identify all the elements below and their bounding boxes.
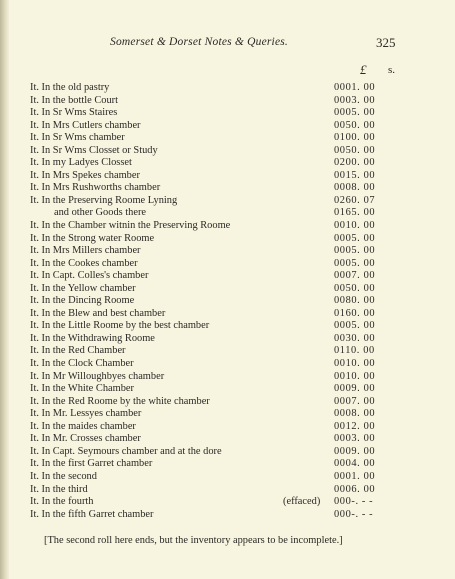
- shillings-column-heading: s.: [388, 64, 396, 76]
- inventory-value: 0080. 00: [334, 295, 376, 307]
- inventory-row: [30, 320, 400, 333]
- inventory-value: 0008. 00: [334, 408, 376, 420]
- inventory-row: [30, 220, 400, 233]
- inventory-row: [30, 433, 400, 446]
- inventory-room-label: It. In the fourth: [30, 496, 94, 508]
- inventory-room-label: It. In the White Chamber: [30, 383, 134, 395]
- inventory-row: [30, 107, 400, 120]
- inventory-row: [30, 82, 400, 95]
- inventory-room-label: It. In the fifth Garret chamber: [30, 508, 154, 520]
- inventory-room-label: It. In the Chamber witnin the Preserving Roome: [30, 220, 231, 232]
- inventory-row: [30, 484, 400, 497]
- inventory-value: 0003. 00: [334, 94, 376, 106]
- inventory-row: [30, 371, 400, 384]
- inventory-room-label: It. In the third: [30, 483, 88, 495]
- inventory-room-label: and other Goods there: [54, 207, 147, 219]
- inventory-list: [30, 82, 400, 521]
- inventory-row: [30, 396, 400, 409]
- inventory-room-label: It. In the old pastry: [30, 82, 110, 93]
- inventory-value: 0110. 00: [334, 345, 375, 357]
- inventory-room-label: It. In Mrs Millers chamber: [30, 245, 141, 257]
- inventory-room-label: It. In Mrs Rushworths chamber: [30, 182, 161, 194]
- inventory-row: [30, 408, 400, 421]
- inventory-room-label: It. In the Strong water Roome: [30, 232, 155, 244]
- inventory-row: [30, 157, 400, 170]
- inventory-room-label: It. In the second: [30, 470, 97, 482]
- running-title: Somerset & Dorset Notes & Queries.: [110, 36, 289, 48]
- inventory-value: 0004. 00: [334, 458, 376, 470]
- inventory-row: [30, 233, 400, 246]
- inventory-row: [30, 145, 400, 158]
- page-number: 325: [376, 35, 396, 50]
- inventory-row: [30, 345, 400, 358]
- inventory-row: [30, 471, 400, 484]
- inventory-room-label: It. In the Red Chamber: [30, 345, 126, 357]
- inventory-room-label: It. In the Preserving Roome Lyning: [30, 194, 178, 206]
- inventory-room-label: It. In the first Garret chamber: [30, 458, 153, 470]
- inventory-room-label: It. In the maides chamber: [30, 420, 136, 432]
- inventory-row: [30, 195, 400, 208]
- inventory-row: [30, 95, 400, 108]
- inventory-room-label: It. In Capt. Colles's chamber: [30, 270, 149, 282]
- inventory-room-label: It. In Sr Wms chamber: [30, 132, 125, 144]
- inventory-room-label: It. In the Clock Chamber: [30, 358, 134, 370]
- inventory-room-label: It. In Mr. Crosses chamber: [30, 433, 141, 445]
- inventory-value: 0100. 00: [334, 132, 376, 144]
- inventory-value: 0160. 00: [334, 307, 376, 319]
- inventory-room-label: It. In Sr Wms Closset or Study: [30, 144, 158, 156]
- inventory-room-label: It. In the Little Roome by the best chamber: [30, 320, 210, 332]
- inventory-value: 0260. 07: [334, 194, 376, 206]
- inventory-room-label: It. In Mr. Lessyes chamber: [30, 408, 142, 420]
- inventory-row: [30, 270, 400, 283]
- inventory-row: [30, 333, 400, 346]
- inventory-room-label: It. In the Blew and best chamber: [30, 307, 166, 319]
- inventory-room-label: It. In Capt. Seymours chamber and at the dore: [30, 445, 222, 457]
- inventory-value: 0005. 00: [334, 232, 376, 244]
- inventory-room-label: It. In the Dincing Roome: [30, 295, 135, 307]
- inventory-value: 0009. 00: [334, 383, 376, 395]
- inventory-value: 0009. 00: [334, 445, 376, 457]
- inventory-row: [30, 120, 400, 133]
- inventory-value: 0165. 00: [334, 207, 376, 219]
- inventory-value: 0200. 00: [334, 157, 376, 169]
- inventory-value: 0006. 00: [334, 483, 376, 495]
- inventory-row: [30, 245, 400, 258]
- inventory-value: 000-. - -: [334, 496, 374, 508]
- inventory-value: 0015. 00: [334, 169, 376, 181]
- inventory-room-label: It. In Mr Willoughbyes chamber: [30, 370, 165, 382]
- inventory-value: 0030. 00: [334, 332, 376, 344]
- inventory-value: 0005. 00: [334, 320, 376, 332]
- inventory-row: [30, 182, 400, 195]
- inventory-row: [30, 132, 400, 145]
- inventory-value: 0010. 00: [334, 220, 376, 232]
- inventory-value: 0005. 00: [334, 107, 376, 119]
- column-headings: [0, 64, 455, 80]
- inventory-value: 0010. 00: [334, 358, 376, 370]
- inventory-row: [30, 446, 400, 459]
- inventory-row: [30, 258, 400, 271]
- inventory-row: [30, 358, 400, 371]
- inventory-value: 0012. 00: [334, 420, 376, 432]
- inventory-row: [30, 295, 400, 308]
- inventory-value: 0050. 00: [334, 144, 376, 156]
- inventory-value: 0001. 00: [334, 470, 376, 482]
- effaced-note: (effaced): [283, 496, 321, 508]
- inventory-value: 0005. 00: [334, 257, 376, 269]
- inventory-room-label: It. In Sr Wms Staires: [30, 107, 118, 119]
- inventory-row: [30, 458, 400, 471]
- inventory-value: 0007. 00: [334, 270, 376, 282]
- inventory-value: 0008. 00: [334, 182, 376, 194]
- inventory-row: [30, 207, 400, 220]
- inventory-value: 0005. 00: [334, 245, 376, 257]
- inventory-row: [30, 421, 400, 434]
- inventory-room-label: It. In the bottle Court: [30, 94, 119, 106]
- inventory-value: 0003. 00: [334, 433, 376, 445]
- inventory-row: [30, 283, 400, 296]
- inventory-room-label: It. In Mrs Cutlers chamber: [30, 119, 141, 131]
- editorial-note: [The second roll here ends, but the inventory appears to be incomplete.]: [44, 535, 343, 546]
- inventory-row: [30, 170, 400, 183]
- inventory-room-label: It. In the Cookes chamber: [30, 257, 138, 269]
- inventory-room-label: It. In Mrs Spekes chamber: [30, 169, 140, 181]
- page-binding-edge: [0, 0, 9, 579]
- inventory-value: 000-. - -: [334, 508, 374, 520]
- inventory-value: 0050. 00: [334, 282, 376, 294]
- inventory-value: 0050. 00: [334, 119, 376, 131]
- inventory-value: 0010. 00: [334, 370, 376, 382]
- inventory-room-label: It. In the Red Roome by the white chamber: [30, 395, 210, 407]
- inventory-room-label: It. In my Ladyes Closset: [30, 157, 132, 169]
- inventory-value: 0001. 00: [334, 82, 376, 93]
- inventory-room-label: It. In the Yellow chamber: [30, 282, 136, 294]
- inventory-value: 0007. 00: [334, 395, 376, 407]
- inventory-room-label: It. In the Withdrawing Roome: [30, 332, 155, 344]
- inventory-row: [30, 509, 400, 522]
- inventory-row: [30, 308, 400, 321]
- inventory-row: [30, 383, 400, 396]
- pounds-column-heading: £: [360, 62, 367, 77]
- inventory-row: [30, 496, 400, 509]
